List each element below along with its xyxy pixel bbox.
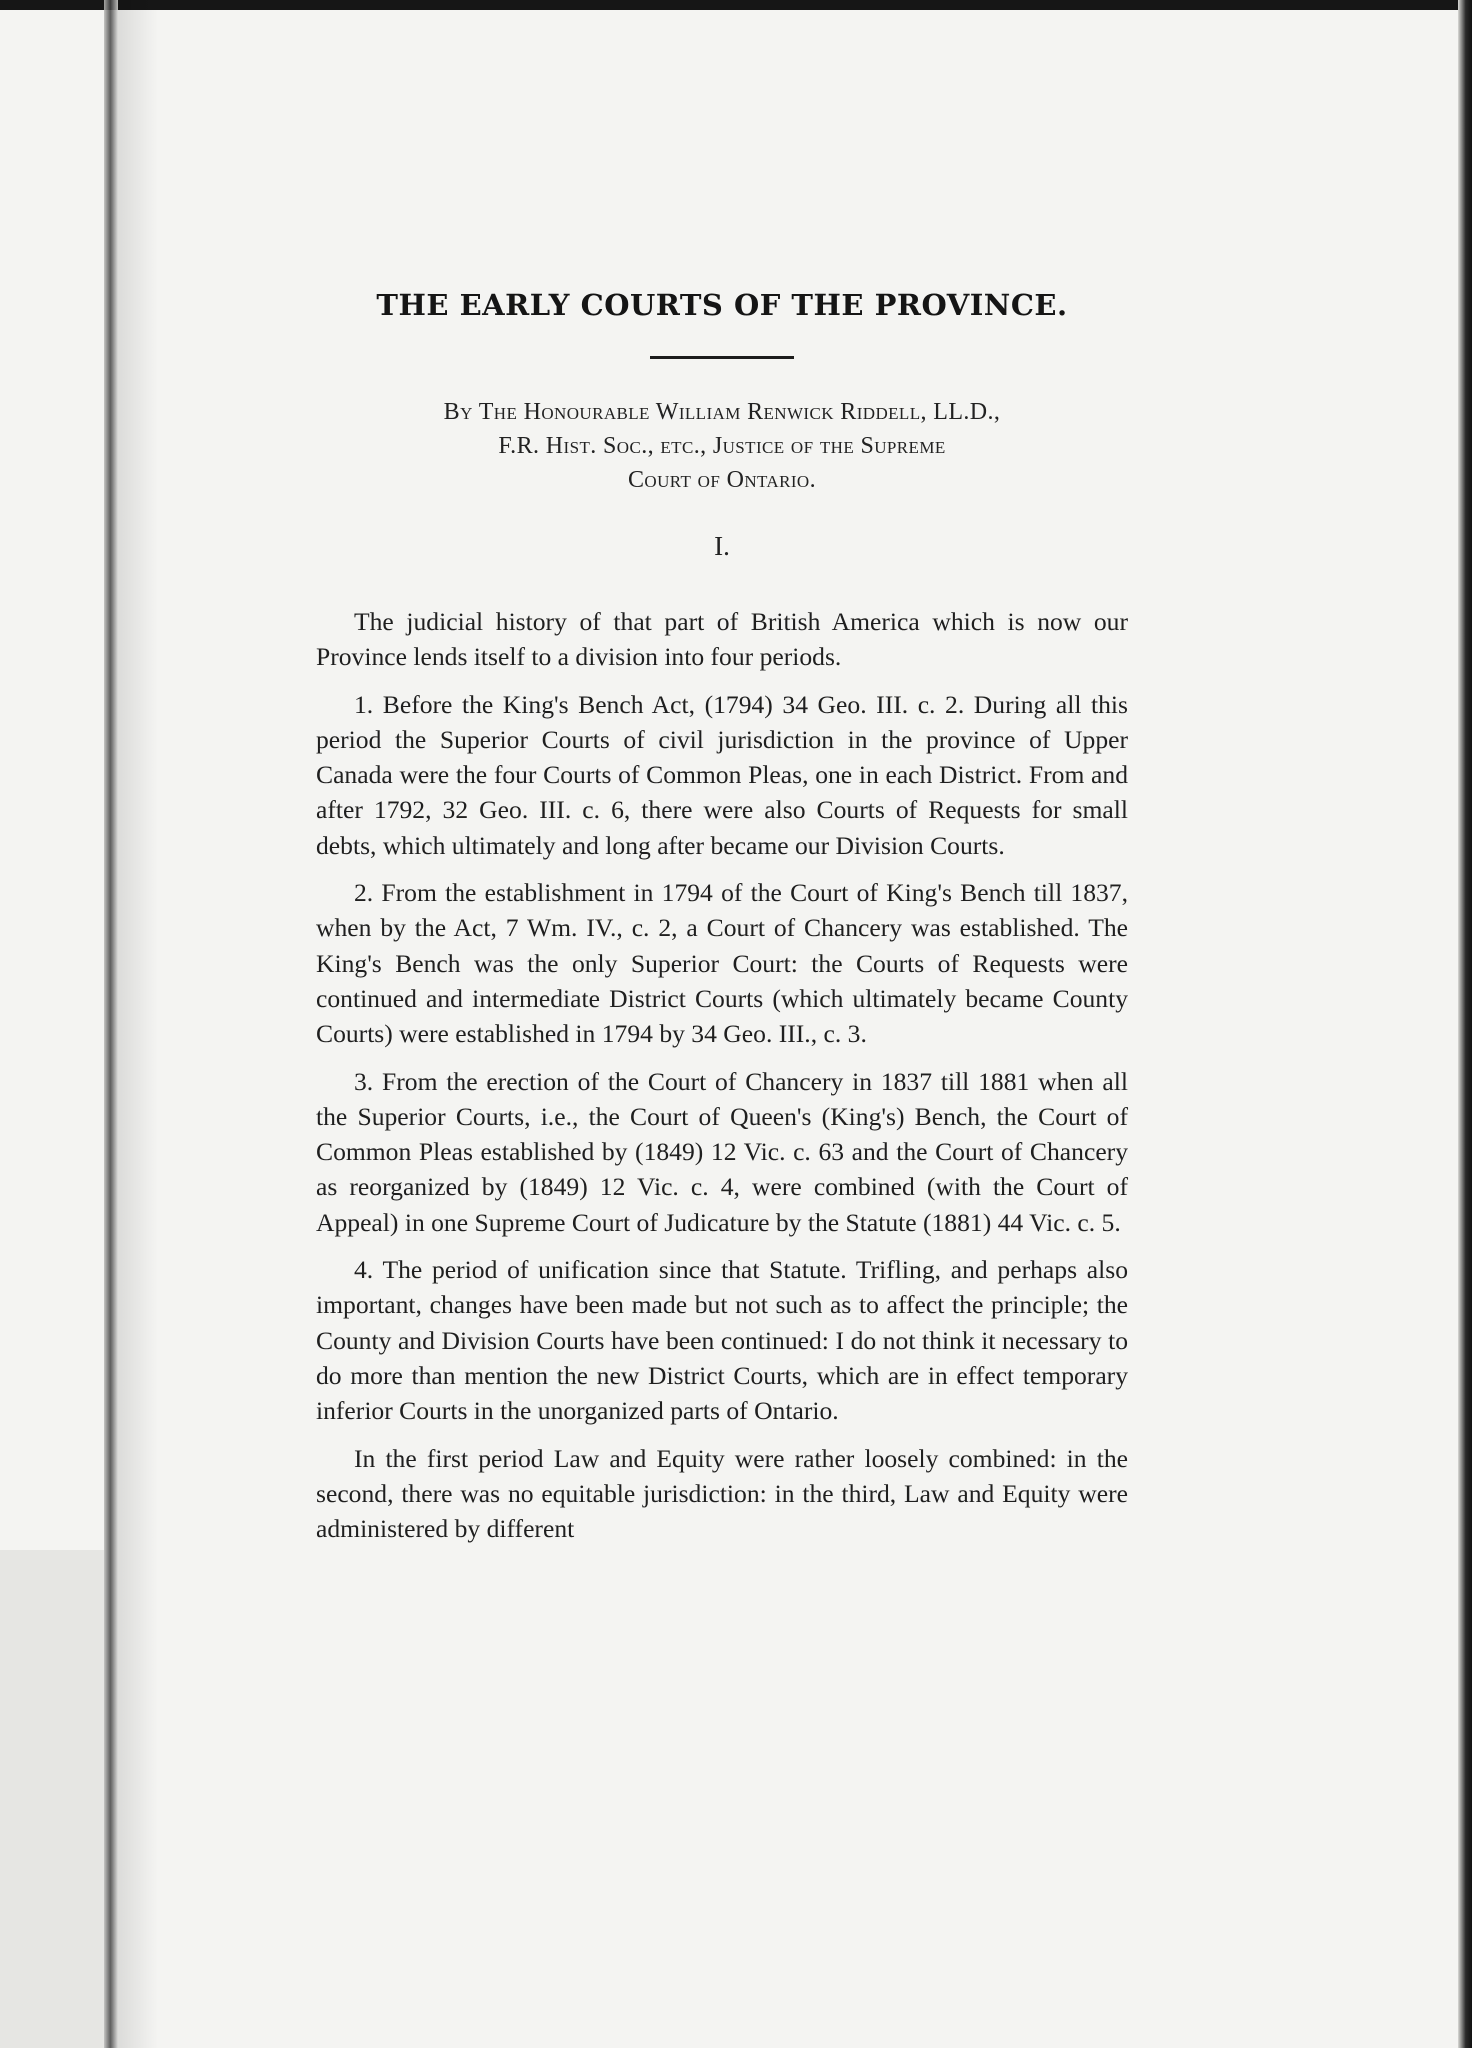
paragraph: The judicial history of that part of British America which is now our Province lends itself to a division into four periods. (316, 607, 1128, 672)
scan-top-edge (0, 0, 1472, 10)
paragraph: 3. From the erection of the Court of Chancery in 1837 till 1881 when all the Superior Courts, i.e., the Court of Queen's (King's) Bench, the Court of Common Pleas established by (1849) 12 Vic. c. 63 and the Court of Chancery as reorganized by (1849) 12 Vic. c. 4, were combined (with the Court of Appeal) in one Supreme Court of Judicature by the Statute (1881) 44 Vic. c. 5. (316, 1066, 1128, 1237)
byline-line: F.R. Hist. Soc., etc., Justice of the Supreme (498, 433, 946, 459)
body-text (316, 604, 1128, 1546)
page-binding (104, 0, 118, 2048)
scan-right-edge (1458, 0, 1472, 2048)
paragraph: 4. The period of unification since that Statute. Trifling, and perhaps also important, changes have been made but not such as to affect the principle; the County and Division Courts have been continued: I do not think it necessary to do more than mention the new District Courts, which are in effect temporary inferior Courts in the unorganized parts of Ontario. (316, 1255, 1128, 1426)
scan-margin-shade (0, 1550, 104, 2048)
author-byline (316, 395, 1128, 497)
page-content (316, 288, 1128, 1558)
document-title: THE EARLY COURTS OF THE PROVINCE. (376, 288, 1068, 322)
paragraph: 2. From the establishment in 1794 of the Court of King's Bench till 1837, when by the Act, 7 Wm. IV., c. 2, a Court of Chancery was established. The King's Bench was the only Superior Court: the Courts of Requests were continued and intermediate District Courts (which ultimately became County Courts) were established in 1794 by 34 Geo. III., c. 3. (316, 878, 1128, 1049)
title-rule (650, 356, 794, 359)
paragraph: In the first period Law and Equity were rather loosely combined: in the second, there was no equitable jurisdiction: in the third, Law and Equity were administered by different (316, 1443, 1128, 1544)
byline-line: By The Honourable William Renwick Riddell, LL.D., (443, 399, 1001, 425)
section-number: I. (714, 531, 730, 561)
byline-line: Court of Ontario. (628, 467, 816, 493)
binding-shadow (118, 0, 158, 2048)
paragraph: 1. Before the King's Bench Act, (1794) 34 Geo. III. c. 2. During all this period the Superior Courts of civil jurisdiction in the province of Upper Canada were the four Courts of Common Pleas, one in each District. From and after 1792, 32 Geo. III. c. 6, there were also Courts of Requests for small debts, which ultimately and long after became our Division Courts. (316, 689, 1128, 860)
